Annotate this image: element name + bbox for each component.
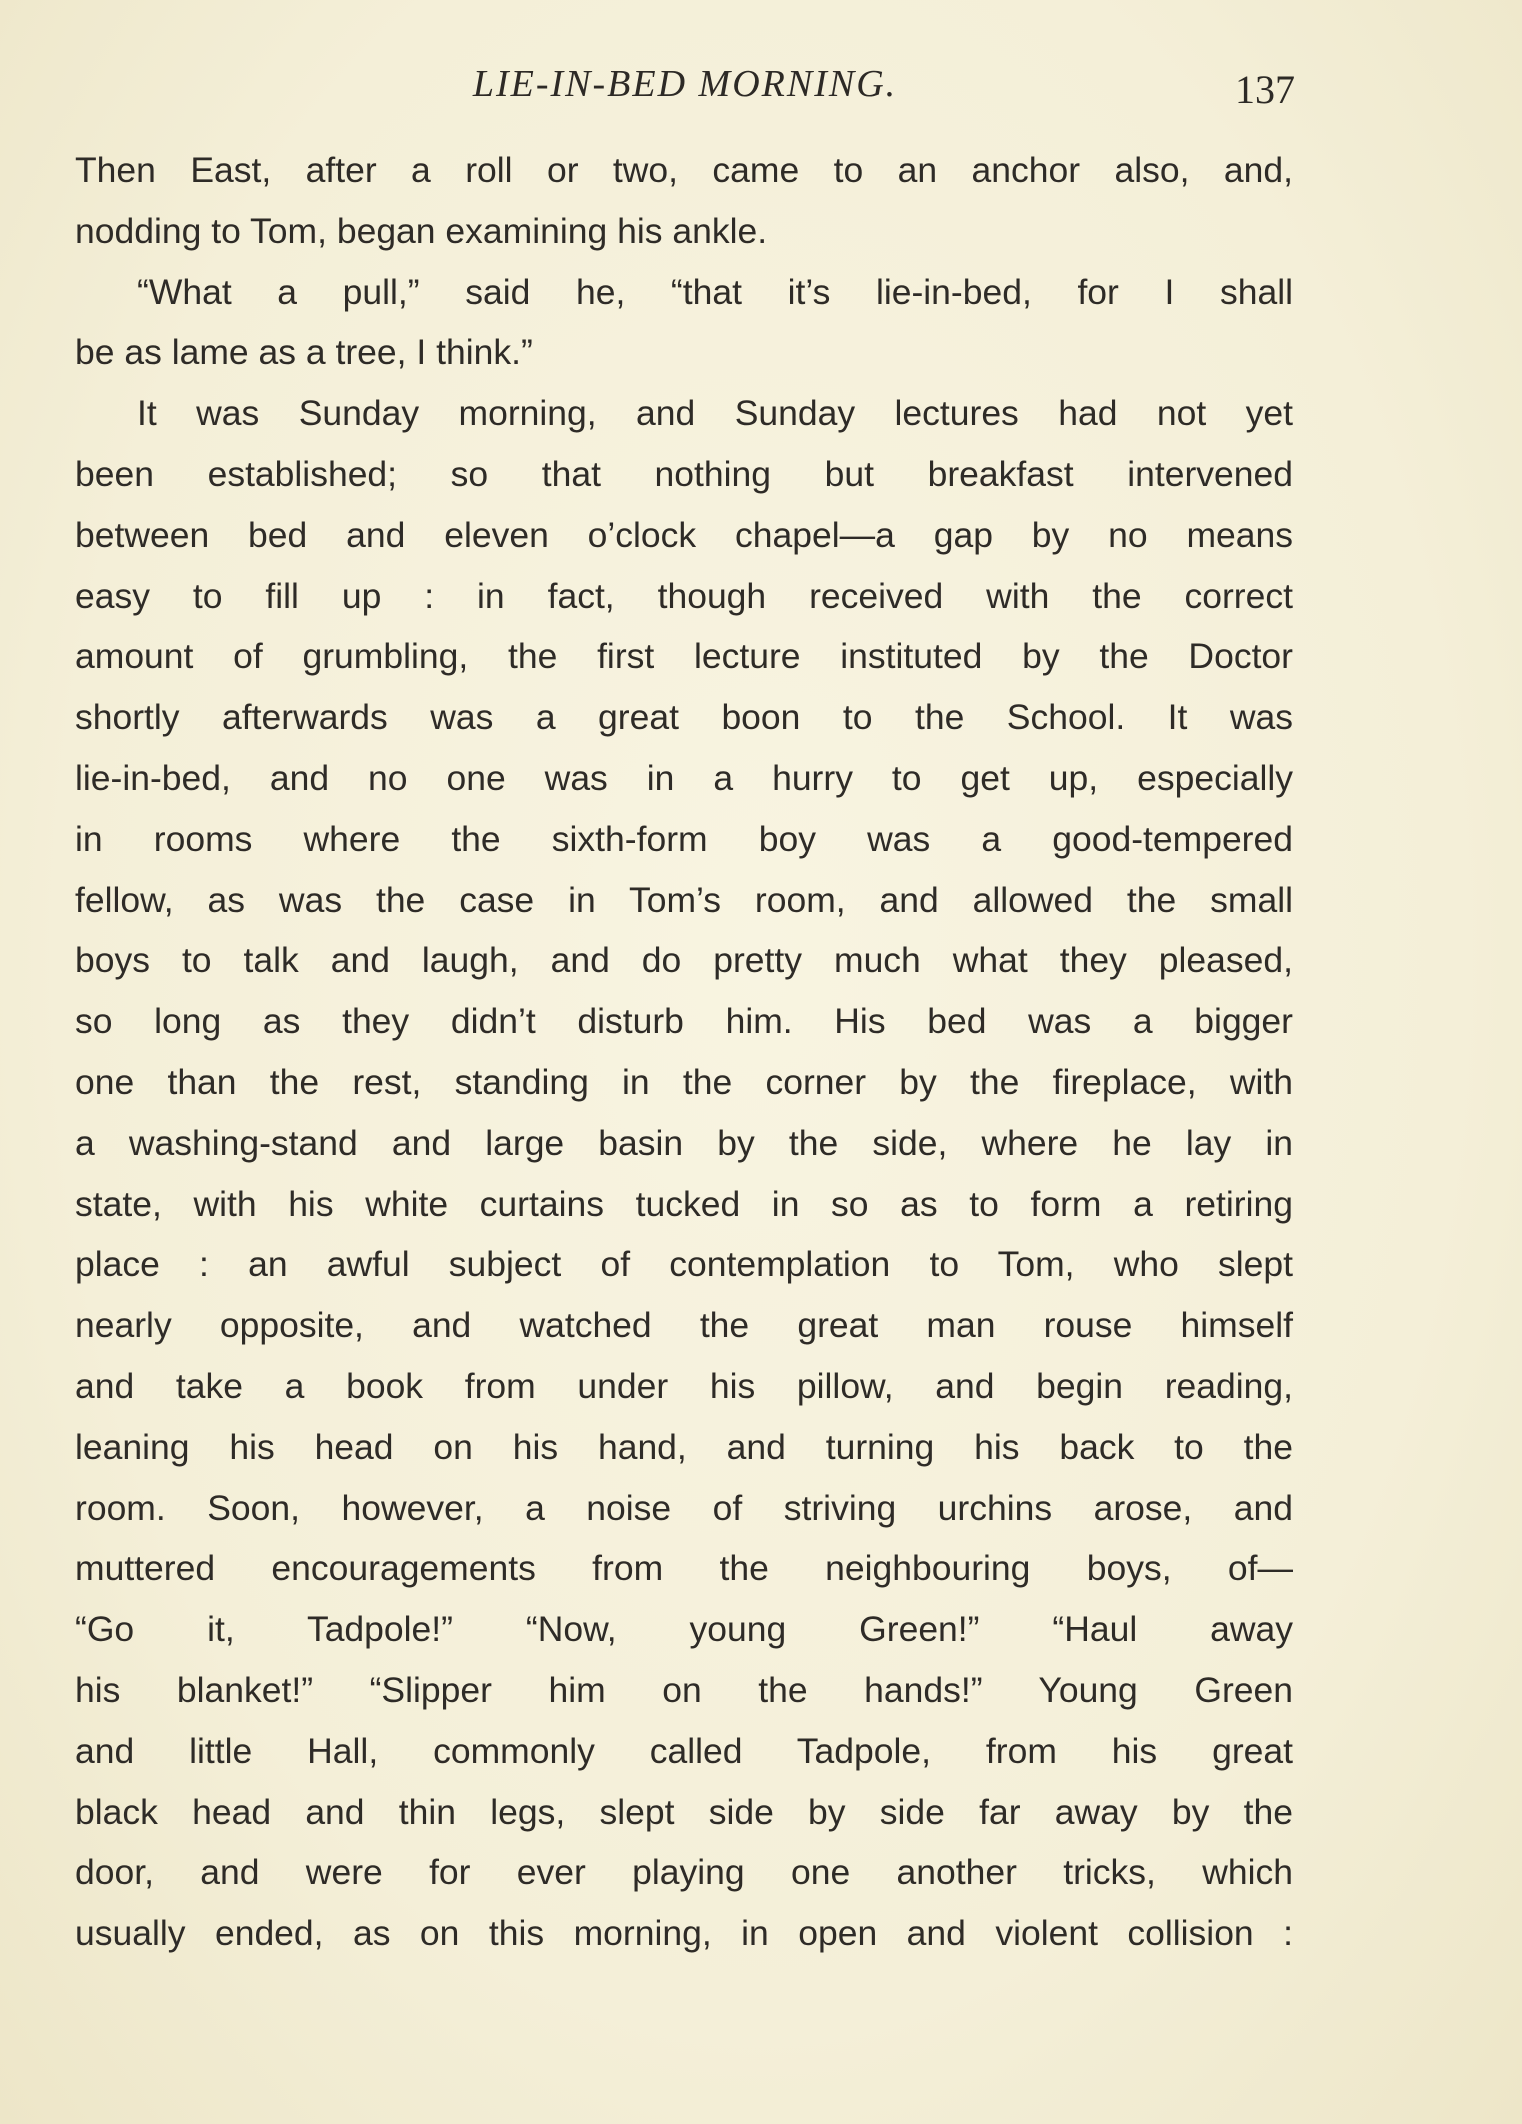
text-line: and little Hall, commonly called Tadpole, from his great [75, 1730, 1293, 1771]
text-line: fellow, as was the case in Tom’s room, and allowed the small [75, 879, 1293, 920]
text-line: nearly opposite, and watched the great man rouse himself [75, 1305, 1293, 1346]
text-line: amount of grumbling, the first lecture instituted by the Doctor [75, 636, 1293, 677]
text-line: muttered encouragements from the neighbouring boys, of— [75, 1548, 1293, 1589]
text-line: lie-in-bed, and no one was in a hurry to get up, especially [75, 757, 1293, 798]
text-line: so long as they didn’t disturb him. His bed was a bigger [75, 1001, 1293, 1042]
page-header [75, 62, 1295, 122]
text-line: leaning his head on his hand, and turning his back to the [75, 1426, 1293, 1467]
text-line: a washing-stand and large basin by the side, where he lay in [75, 1122, 1293, 1163]
body-text [75, 140, 1293, 1964]
text-line: “What a pull,” said he, “that it’s lie-in-bed, for I shall [137, 271, 1293, 312]
text-line: room. Soon, however, a noise of striving urchins arose, and [75, 1487, 1293, 1528]
text-line: black head and thin legs, slept side by side far away by the [75, 1791, 1293, 1832]
text-line: state, with his white curtains tucked in so as to form a retiring [75, 1183, 1293, 1224]
text-line: one than the rest, standing in the corner by the fireplace, with [75, 1061, 1293, 1102]
text-line: in rooms where the sixth-form boy was a good-tempered [75, 818, 1293, 859]
text-line: boys to talk and laugh, and do pretty much what they pleased, [75, 940, 1293, 981]
text-line: place : an awful subject of contemplation to Tom, who slept [75, 1244, 1293, 1285]
text-line: between bed and eleven o’clock chapel—a gap by no means [75, 514, 1293, 555]
text-line: been established; so that nothing but breakfast intervened [75, 453, 1293, 494]
text-line: It was Sunday morning, and Sunday lectures had not yet [137, 393, 1293, 434]
text-line: “Go it, Tadpole!” “Now, young Green!” “Haul away [75, 1609, 1293, 1650]
text-line: Then East, after a roll or two, came to an anchor also, and, [75, 150, 1293, 190]
text-line: and take a book from under his pillow, and begin reading, [75, 1365, 1293, 1406]
text-line: usually ended, as on this morning, in open and violent collision : [75, 1913, 1293, 1954]
text-line: door, and were for ever playing one another tricks, which [75, 1852, 1293, 1893]
text-line: shortly afterwards was a great boon to the School. It was [75, 697, 1293, 738]
text-line: be as lame as a tree, I think.” [75, 332, 533, 373]
text-line: easy to fill up : in fact, though received with the correct [75, 575, 1293, 616]
page-number: 137 [1235, 67, 1295, 112]
running-title: LIE-IN-BED MORNING. [472, 63, 898, 105]
text-line: nodding to Tom, began examining his ankle. [75, 210, 768, 251]
text-line: his blanket!” “Slipper him on the hands!” Young Green [75, 1669, 1293, 1710]
